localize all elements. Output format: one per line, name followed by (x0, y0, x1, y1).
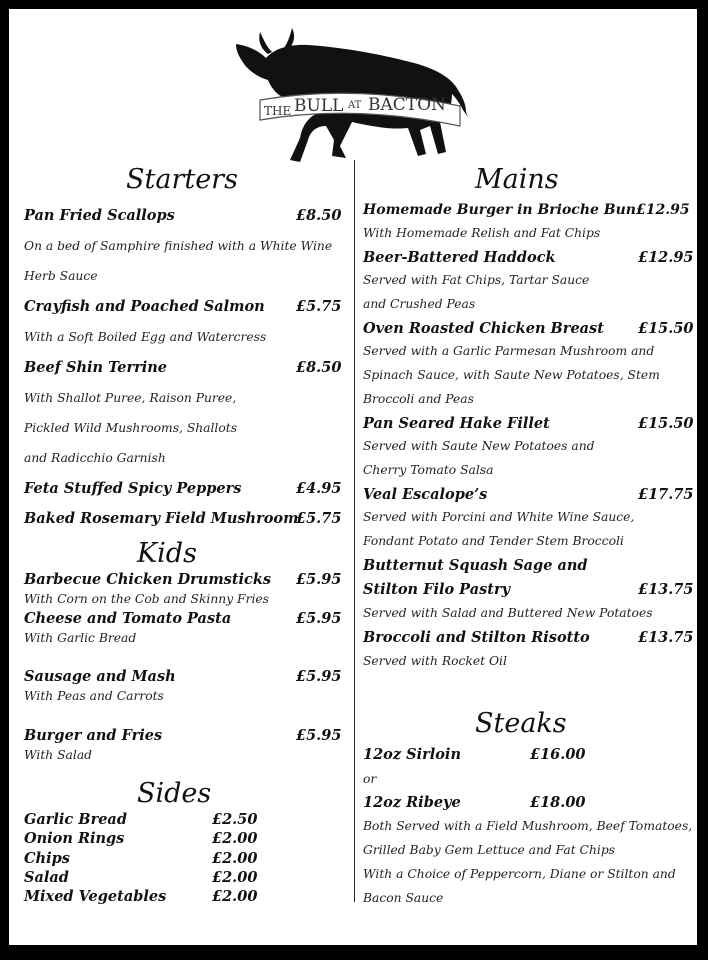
kids-item-price: £5.95 (296, 668, 342, 685)
starters-heading: Starters (126, 164, 238, 195)
side-name: Chips (24, 850, 70, 867)
kids-item-name: Barbecue Chicken Drumsticks (24, 571, 272, 588)
starter-price: £5.75 (296, 510, 342, 527)
kids-item-price: £5.95 (296, 610, 342, 627)
starter-price: £8.50 (296, 207, 342, 224)
starter-desc: With a Soft Boiled Egg and Watercress (24, 330, 267, 344)
main-desc: Served with a Garlic Parmesan Mushroom and (363, 344, 655, 358)
main-price: £13.75 (638, 581, 694, 598)
steak-price: £18.00 (530, 794, 586, 811)
starter-desc: and Radicchio Garnish (24, 451, 166, 465)
starter-price: £8.50 (296, 359, 342, 376)
side-price: £2.50 (212, 811, 258, 828)
steak-name: 12oz Sirloin (363, 746, 461, 763)
starter-name: Baked Rosemary Field Mushroom (24, 510, 299, 527)
starter-price: £4.95 (296, 480, 342, 497)
main-desc: and Crushed Peas (363, 297, 476, 311)
starter-desc: On a bed of Samphire finished with a White Wine (24, 239, 333, 253)
main-name: Broccoli and Stilton Risotto (363, 629, 590, 646)
main-name: Veal Escalope’s (363, 486, 488, 503)
main-desc: Cherry Tomato Salsa (363, 463, 494, 477)
logo-text-bull: BULL (294, 96, 344, 116)
kids-item-name: Burger and Fries (24, 727, 163, 744)
main-desc: Fondant Potato and Tender Stem Broccoli (363, 534, 624, 548)
side-price: £2.00 (212, 830, 258, 847)
starter-name: Crayfish and Poached Salmon (24, 298, 265, 315)
main-desc: Served with Salad and Buttered New Potatoes (363, 606, 653, 620)
kids-item-desc: With Salad (24, 748, 93, 762)
bull-logo (230, 22, 480, 167)
starter-name: Beef Shin Terrine (24, 359, 168, 376)
side-name: Mixed Vegetables (24, 888, 167, 905)
column-divider (354, 160, 355, 902)
main-price: £13.75 (638, 629, 694, 646)
starter-price: £5.75 (296, 298, 342, 315)
kids-item-name: Sausage and Mash (24, 668, 176, 685)
main-desc: Spinach Sauce, with Saute New Potatoes, Stem (363, 368, 660, 382)
starter-desc: With Shallot Puree, Raison Puree, (24, 391, 237, 405)
kids-item-desc: With Peas and Carrots (24, 689, 164, 703)
side-name: Garlic Bread (24, 811, 127, 828)
starter-desc: Herb Sauce (24, 269, 98, 283)
steaks-heading: Steaks (475, 708, 567, 739)
main-desc: Served with Fat Chips, Tartar Sauce (363, 273, 590, 287)
main-price: £15.50 (638, 415, 694, 432)
starter-name: Feta Stuffed Spicy Peppers (24, 480, 242, 497)
kids-item-price: £5.95 (296, 727, 342, 744)
logo-text-bacton: BACTON (368, 95, 446, 115)
main-name: Homemade Burger in Brioche Bun (363, 202, 636, 218)
kids-item-name: Cheese and Tomato Pasta (24, 610, 232, 627)
steak-price: £16.00 (530, 746, 586, 763)
mains-heading: Mains (475, 164, 559, 195)
kids-item-desc: With Corn on the Cob and Skinny Fries (24, 592, 269, 606)
sides-heading: Sides (137, 778, 212, 809)
main-price: £17.75 (638, 486, 694, 503)
main-name: Butternut Squash Sage and (363, 557, 588, 574)
steaks-desc: Bacon Sauce (363, 891, 444, 905)
logo-text-the: THE (264, 104, 292, 118)
side-price: £2.00 (212, 850, 258, 867)
main-name: Oven Roasted Chicken Breast (363, 320, 604, 337)
side-price: £2.00 (212, 888, 258, 905)
steaks-desc: Grilled Baby Gem Lettuce and Fat Chips (363, 843, 615, 857)
kids-item-price: £5.95 (296, 571, 342, 588)
main-desc: Served with Porcini and White Wine Sauce, (363, 510, 635, 524)
main-desc: Served with Rocket Oil (363, 654, 507, 668)
side-name: Salad (24, 869, 69, 886)
steaks-desc: Both Served with a Field Mushroom, Beef Tomatoes, (363, 819, 693, 833)
main-desc: With Homemade Relish and Fat Chips (363, 226, 601, 240)
main-desc: Served with Saute New Potatoes and (363, 439, 595, 453)
main-name: Beer-Battered Haddock (363, 249, 556, 266)
side-name: Onion Rings (24, 830, 125, 847)
steaks-desc: With a Choice of Peppercorn, Diane or Stilton and (363, 867, 676, 881)
main-name-line2: Stilton Filo Pastry (363, 581, 511, 598)
logo-text-at: AT (348, 100, 362, 111)
main-price: £15.50 (638, 320, 694, 337)
steak-or: or (363, 772, 377, 786)
steak-name: 12oz Ribeye (363, 794, 461, 811)
starter-desc: Pickled Wild Mushrooms, Shallots (24, 421, 238, 435)
starter-name: Pan Fried Scallops (24, 207, 175, 224)
side-price: £2.00 (212, 869, 258, 886)
main-price: £12.95 (636, 202, 690, 218)
kids-heading: Kids (137, 538, 197, 569)
main-name: Pan Seared Hake Fillet (363, 415, 550, 432)
main-price: £12.95 (638, 249, 694, 266)
kids-item-desc: With Garlic Bread (24, 631, 137, 645)
main-desc: Broccoli and Peas (363, 392, 474, 406)
